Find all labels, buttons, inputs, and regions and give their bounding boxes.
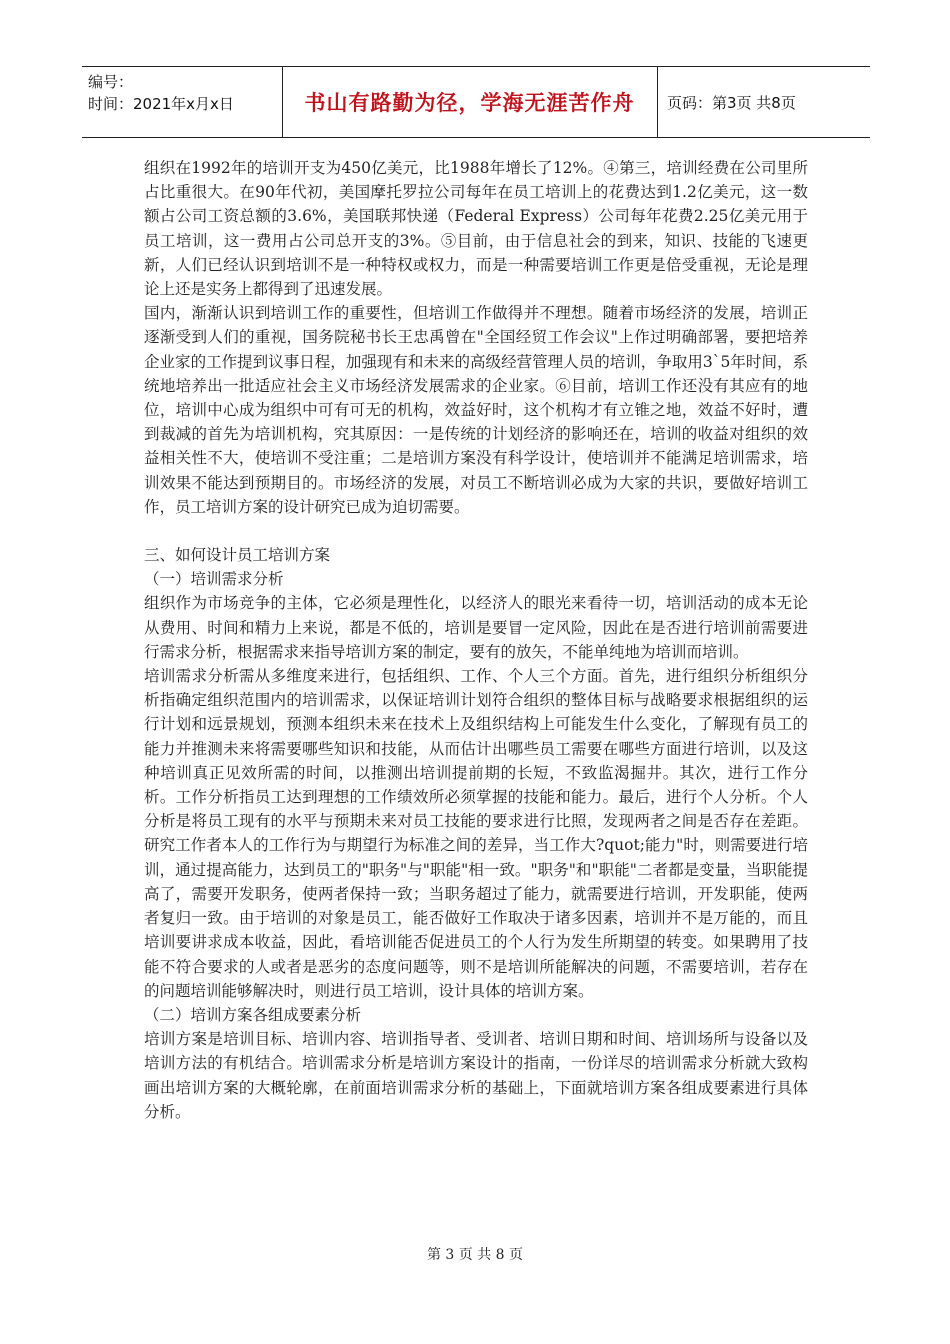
paragraph: 国内，渐渐认识到培训工作的重要性，但培训工作做得并不理想。随着市场经济的发展，培训正逐渐受到人们的重视，国务院秘书长王忠禹曾在"全国经贸工作会议"上作过明确部署，要把培养企业家的工作提到议事日程，加强现有和未来的高级经营管理人员的培训，争取用3`5年时间，系统地培养出一批适应社会主义市场经济发展需求的企业家。⑥目前，培训工作还没有其应有的地位，培训中心成为组织中可有可无的机构，效益好时，这个机构才有立锥之地，效益不好时，遭到裁减的首先为培训机构，究其原因：一是传统的计划经济的影响还在，培训的收益对组织的效益相关性不大，使培训不受注重；二是培训方案没有科学设计，使培训并不能满足培训需求，培训效果不能达到预期目的。市场经济的发展，对员工不断培训必成为大家的共识，要做好培训工作，员工培训方案的设计研究已成为迫切需要。	[144, 304, 808, 516]
paragraph: 组织在1992年的培训开支为450亿美元，比1988年增长了12%。④第三，培训经费在公司里所占比重很大。在90年代初，美国摩托罗拉公司每年在员工培训上的花费达到1.2亿美元，这一数额占公司工资总额的3.6%，美国联邦快递（Federal Express）公司每年花费2.25亿美元用于员工培训，这一费用占公司总开支的3%。⑤目前，由于信息社会的到来，知识、技能的飞速更新，人们已经认识到培训不是一种特权或权力，而是一种需要培训工作更是倍受重视，无论是理论上还是实务上都得到了迅速发展。	[144, 159, 808, 299]
page-footer: 第 3 页 共 8 页	[426, 1247, 524, 1263]
paragraph: 组织作为市场竞争的主体，它必须是理性化，以经济人的眼光来看待一切，培训活动的成本无论从费用、时间和精力上来说，都是不低的，培训是要冒一定风险，因此在是否进行培训前需要进行需求分析，根据需求来指导培训方案的制定，要有的放矢，不能单纯地为培训而培训。	[144, 594, 808, 661]
page-header	[82, 66, 870, 138]
paragraph: 培训方案是培训目标、培训内容、培训指导者、受训者、培训日期和时间、培训场所与设备以及培训方法的有机结合。培训需求分析是培训方案设计的指南，一份详尽的培训需求分析就大致构画出培训方案的大概轮廓，在前面培训需求分析的基础上，下面就培训方案各组成要素进行具体分析。	[144, 1030, 808, 1121]
document-date-label: 时间：2021年x月x日	[88, 95, 234, 113]
paragraph: 培训需求分析需从多维度来进行，包括组织、工作、个人三个方面。首先，进行组织分析组织分析指确定组织范围内的培训需求，以保证培训计划符合组织的整体目标与战略要求根据组织的运行计划和远景规划，预测本组织未来在技术上及组织结构上可能发生什么变化，了解现有员工的能力并推测未来将需要哪些知识和技能，从而估计出哪些员工需要在哪些方面进行培训，以及这种培训真正见效所需的时间，以推测出培训提前期的长短，不致监渴掘井。其次，进行工作分析。工作分析指员工达到理想的工作绩效所必须掌握的技能和能力。最后，进行个人分析。个人分析是将员工现有的水平与预期未来对员工技能的要求进行比照，发现两者之间是否存在差距。研究工作者本人的工作行为与期望行为标准之间的差异，当工作大?quot;能力"时，则需要进行培训，通过提高能力，达到员工的"职务"与"职能"相一致。"职务"和"职能"二者都是变量，当职能提高了，需要开发职务，使两者保持一致；当职务超过了能力，就需要进行培训，开发职能，使两者复归一致。由于培训的对象是员工，能否做好工作取决于诸多因素，培训并不是万能的，而且培训要讲求成本收益，因此，看培训能否促进员工的个人行为发生所期望的转变。如果聘用了技能不符合要求的人或者是恶劣的态度问题等，则不是培训所能解决的问题，不需要培训，若存在的问题培训能够解决时，则进行员工培训，设计具体的培训方案。	[144, 667, 808, 1000]
header-page-number: 页码：第3页 共8页	[667, 93, 796, 112]
header-meta	[82, 67, 282, 137]
header-motto: 书山有路勤为径，学海无涯苦作舟	[304, 91, 635, 115]
paragraph-gap	[144, 519, 808, 543]
subsection-heading: （二）培训方案各组成要素分析	[144, 1005, 362, 1024]
section-heading: 三、如何设计员工培训方案	[144, 546, 331, 565]
subsection-heading: （一）培训需求分析	[144, 570, 284, 589]
document-body	[144, 156, 808, 1124]
document-number-label: 编号：	[88, 73, 134, 91]
